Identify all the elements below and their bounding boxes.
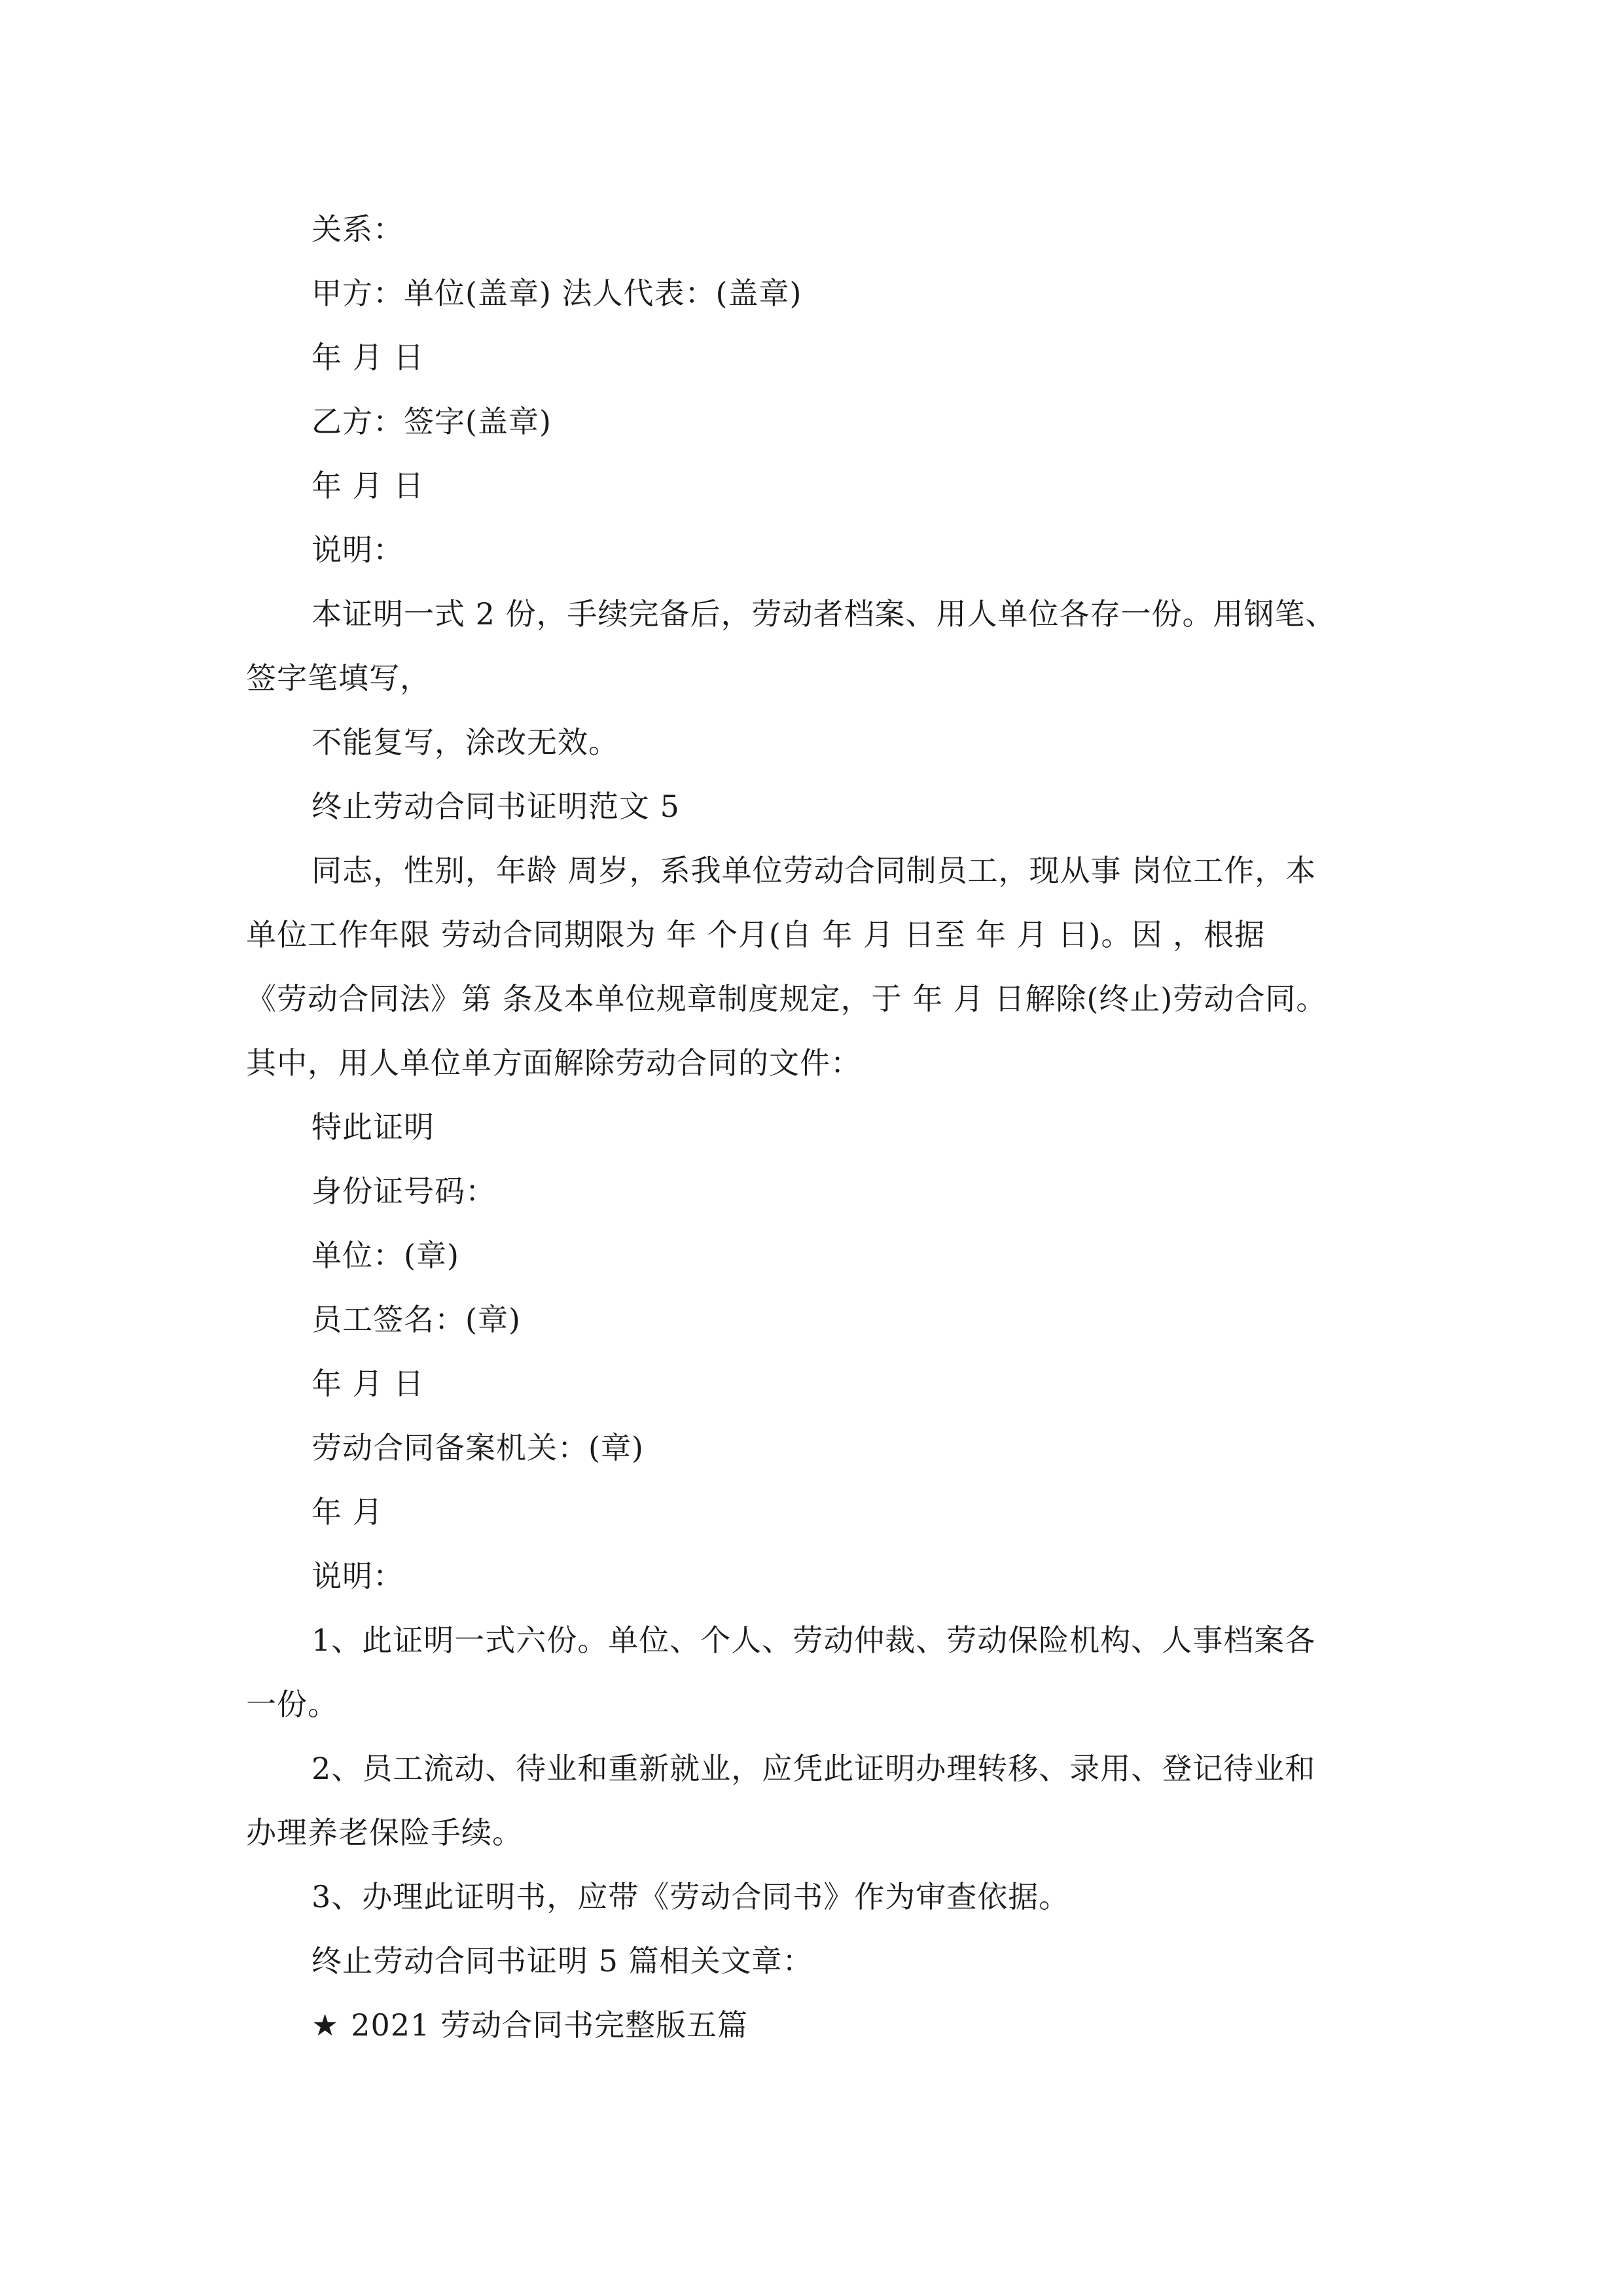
text-line: 乙方：签字(盖章) — [312, 404, 552, 439]
text-line: 关系： — [312, 211, 404, 247]
text-line: 甲方：单位(盖章) 法人代表：(盖章) — [312, 276, 802, 311]
text-line: 单位工作年限 劳动合同期限为 年 个月(自 年 月 日至 年 月 日)。因 ，根据 — [246, 917, 1266, 952]
text-line: 其中，用人单位单方面解除劳动合同的文件： — [246, 1045, 861, 1081]
text-line: 说明： — [312, 532, 404, 567]
text-line: 说明： — [312, 1558, 404, 1594]
star-icon: ★ — [312, 2007, 340, 2043]
text-line: 身份证号码： — [312, 1174, 496, 1209]
text-line: 年 月 日 — [312, 468, 425, 503]
text-line: 2、员工流动、待业和重新就业，应凭此证明办理转移、录用、登记待业和 — [312, 1751, 1316, 1786]
text-line: 员工签名：(章) — [312, 1302, 521, 1337]
text-line: 1、此证明一式六份。单位、个人、劳动仲裁、劳动保险机构、人事档案各 — [312, 1623, 1316, 1658]
section-heading: 终止劳动合同书证明范文 5 — [312, 789, 680, 824]
text-line: 年 月 — [312, 1494, 383, 1530]
text-line: 同志，性别，年龄 周岁，系我单位劳动合同制员工，现从事 岗位工作，本 — [312, 853, 1317, 888]
text-line: 特此证明 — [312, 1109, 435, 1145]
text-line: 劳动合同备案机关：(章) — [312, 1430, 644, 1465]
text-line: 年 月 日 — [312, 340, 425, 375]
related-article-link[interactable] — [312, 2005, 748, 2045]
text-line: 不能复写，涂改无效。 — [312, 725, 619, 760]
text-line: 《劳动合同法》第 条及本单位规章制度规定，于 年 月 日解除(终止)劳动合同。 — [246, 981, 1327, 1016]
text-line: 年 月 日 — [312, 1366, 425, 1401]
related-articles-heading: 终止劳动合同书证明 5 篇相关文章： — [312, 1943, 813, 1979]
text-line: 本证明一式 2 份，手续完备后，劳动者档案、用人单位各存一份。用钢笔、 — [312, 596, 1336, 632]
text-line: 一份。 — [246, 1687, 338, 1722]
text-line: 单位：(章) — [312, 1238, 459, 1273]
text-line: 3、办理此证明书，应带《劳动合同书》作为审查依据。 — [312, 1879, 1070, 1914]
related-article-title: 2021 劳动合同书完整版五篇 — [351, 2007, 748, 2043]
text-line: 签字笔填写， — [246, 660, 431, 696]
text-line: 办理养老保险手续。 — [246, 1815, 523, 1850]
